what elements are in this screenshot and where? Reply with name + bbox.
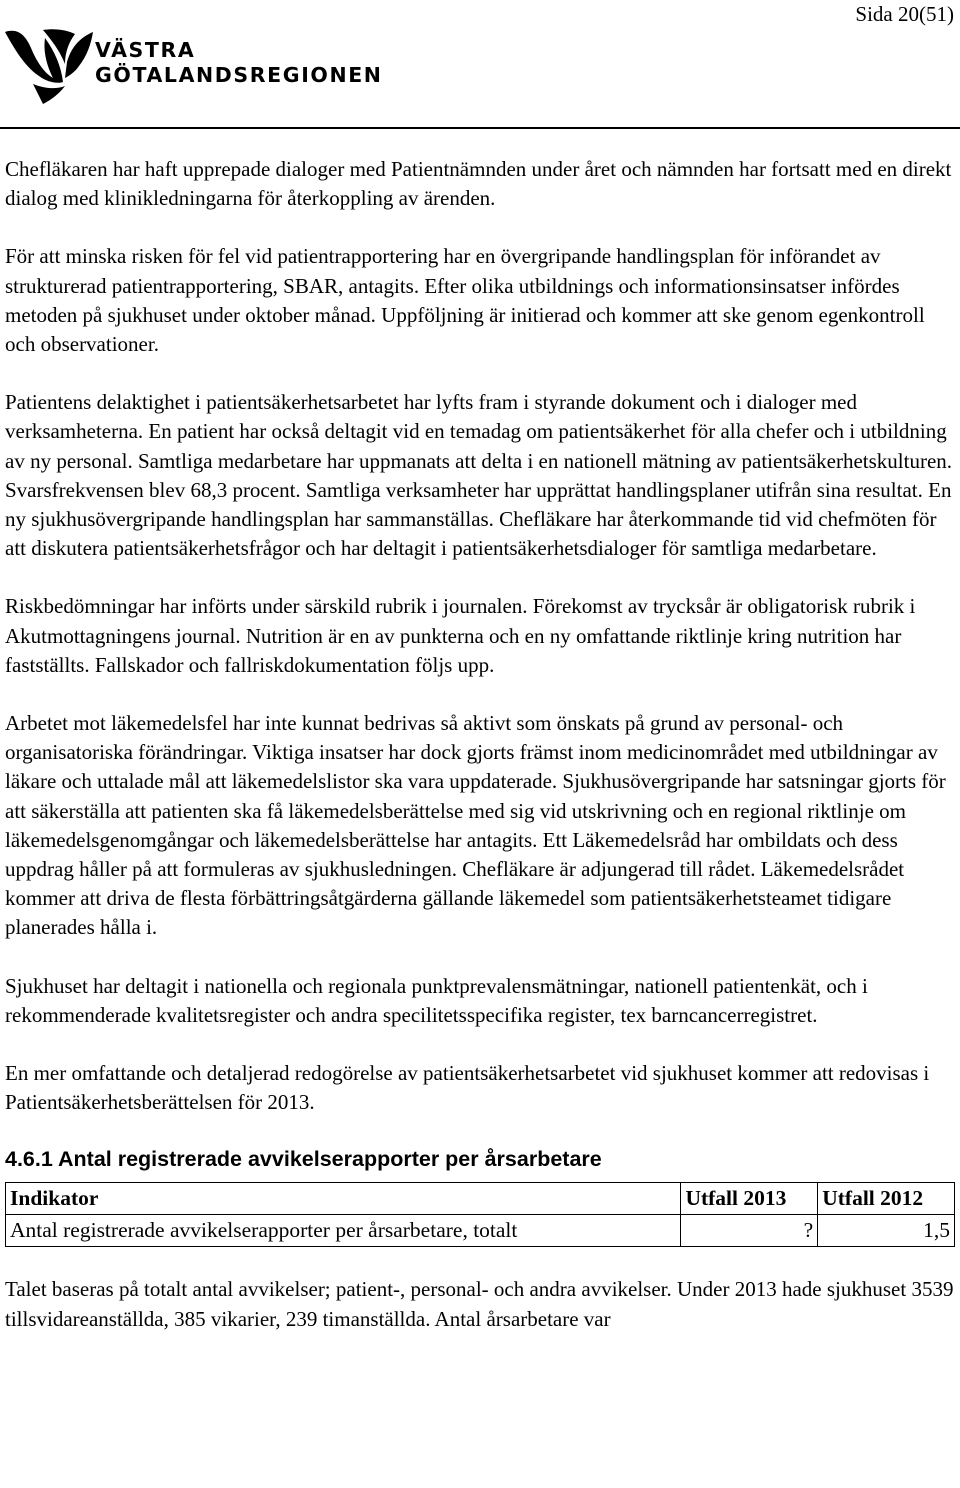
table-header-row bbox=[6, 1183, 955, 1215]
paragraph-3: Patientens delaktighet i patientsäkerhetsarbetet har lyfts fram i styrande dokument och i dialoger med verksamheterna. En patient har också deltagit vid en temadag om patientsäkerhet för alla chefer och i utbildning av ny personal. Samtliga medarbetare har uppmanats att delta i en nationell mätning av patientsäkerhetskulturen. Svarsfrekvensen blev 68,3 procent. Samtliga verksamheter har upprättat handlingsplaner utifrån sina resultat. En ny sjukhusövergripande handlingsplan har sammanställas. Chefläkare har återkommande tid vid chefmöten för att diskutera patientsäkerhetsfrågor och har deltagit i patientsäkerhetsdialoger för samtliga medarbetare. bbox=[5, 390, 953, 561]
table-row bbox=[6, 1215, 955, 1247]
document-body bbox=[5, 155, 955, 1334]
table-cell: 1,5 bbox=[818, 1215, 955, 1247]
logo-mark-icon bbox=[3, 26, 95, 106]
paragraph-7: En mer omfattande och detaljerad redogörelse av patientsäkerhetsarbetet vid sjukhuset kommer att redovisas i Patientsäkerhetsberättelsen för 2013. bbox=[5, 1061, 930, 1115]
footer-paragraph: Talet baseras på totalt antal avvikelser; patient-, personal- och andra avvikelser. Under 2013 hade sjukhuset 3539 tillsvidareanställda, 385 vikarier, 239 timanställda. Antal årsarbetare var bbox=[5, 1277, 954, 1331]
paragraph-1: Chefläkaren har haft upprepade dialoger med Patientnämnden under året och nämnden har fortsatt med en direkt dialog med klinikledningarna för återkoppling av ärenden. bbox=[5, 157, 952, 211]
table-header-cell: Utfall 2013 bbox=[681, 1183, 818, 1215]
table-header-cell: Indikator bbox=[6, 1183, 681, 1215]
section-heading: 4.6.1 Antal registrerade avvikelserapporter per årsarbetare bbox=[5, 1147, 602, 1172]
table-header-cell: Utfall 2012 bbox=[818, 1183, 955, 1215]
vastra-gotalandsregionen-logo bbox=[3, 26, 383, 106]
logo-line-2: GÖTALANDSREGIONEN bbox=[95, 63, 383, 87]
paragraph-2: För att minska risken för fel vid patientrapportering har en övergripande handlingsplan för införandet av strukturerad patientrapportering, SBAR, antagits. Efter olika utbildnings och informationsinsatser infördes metoden på sjukhuset under oktober månad. Uppföljning är initierad och kommer att ske genom egenkontroll och observationer. bbox=[5, 244, 925, 357]
table-cell: Antal registrerade avvikelserapporter per årsarbetare, totalt bbox=[6, 1215, 681, 1247]
indicator-table bbox=[5, 1182, 955, 1247]
paragraph-5: Arbetet mot läkemedelsfel har inte kunnat bedrivas så aktivt som önskats på grund av personal- och organisatoriska förändringar. Viktiga insatser har dock gjorts främst inom medicinområdet med utbildningar av läkare och uttalade mål att läkemedelslistor ska vara uppdaterade. Sjukhusövergripande har satsningar gjorts för att säkerställa att patienten ska få läkemedelsberättelse med sig vid utskrivning och en regional riktlinje om läkemedelsgenomgångar och läkemedelsberättelse har antagits. Ett Läkemedelsråd har ombildats och dess uppdrag håller på att formuleras av sjukhusledningen. Chefläkare är adjungerad till rådet. Läkemedelsrådet kommer att driva de flesta förbättringsåtgärderna gällande läkemedel som patientsäkerhetsteamet tidigare planerades hålla i. bbox=[5, 711, 946, 940]
table-cell: ? bbox=[681, 1215, 818, 1247]
logo-line-1: VÄSTRA bbox=[95, 38, 196, 62]
page-number: Sida 20(51) bbox=[855, 2, 954, 26]
logo-text bbox=[95, 38, 383, 88]
paragraph-6: Sjukhuset har deltagit i nationella och regionala punktprevalensmätningar, nationell patientenkät, och i rekommenderade kvalitetsregister och andra specilitetsspecifika register, tex barncancerregistret. bbox=[5, 973, 868, 1027]
header-divider bbox=[0, 127, 960, 129]
paragraph-4: Riskbedömningar har införts under särskild rubrik i journalen. Förekomst av trycksår är obligatorisk rubrik i Akutmottagningens journal. Nutrition är en av punkterna och en ny omfattande riktlinje kring nutrition har fastställts. Fallskador och fallriskdokumentation följs upp. bbox=[5, 594, 916, 677]
